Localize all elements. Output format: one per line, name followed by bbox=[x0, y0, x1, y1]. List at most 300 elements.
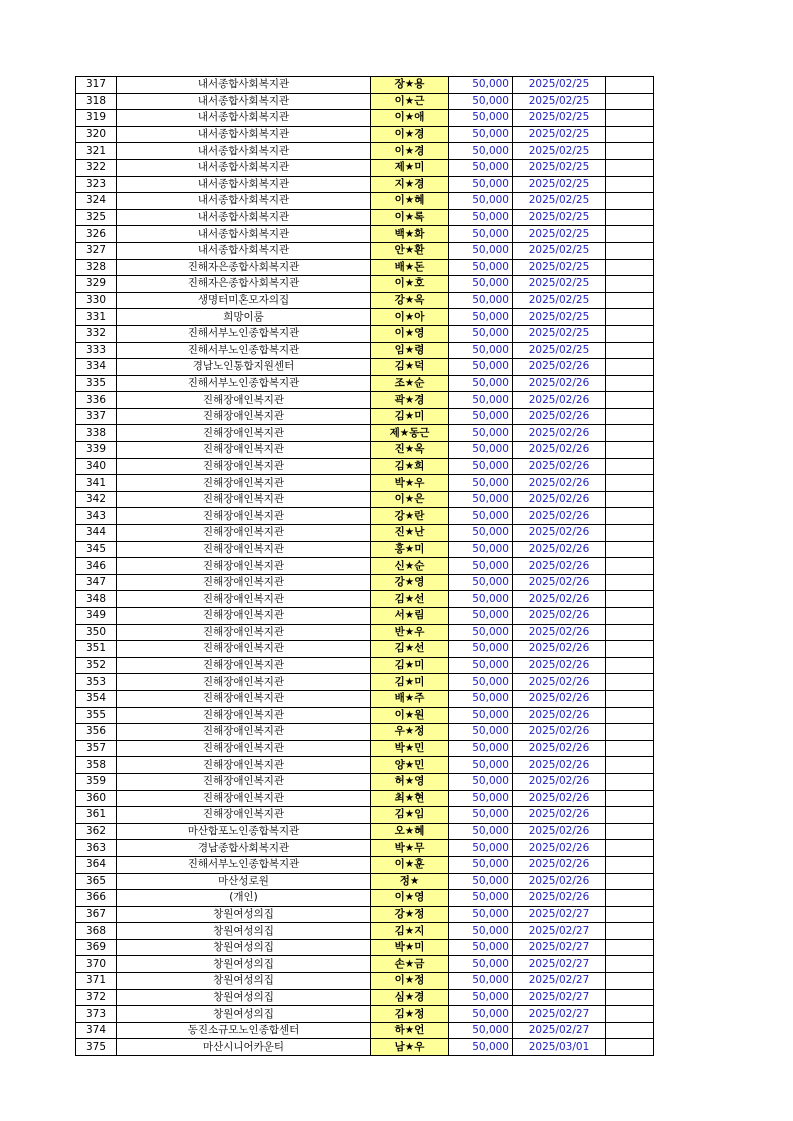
empty-cell bbox=[606, 176, 654, 193]
recipient-name-cell: 김★미 bbox=[371, 657, 449, 674]
organization-cell: 진해서부노인종합복지관 bbox=[117, 342, 371, 359]
row-number-cell: 345 bbox=[76, 541, 117, 558]
date-cell: 2025/02/27 bbox=[513, 956, 606, 973]
amount-cell: 50,000 bbox=[449, 790, 513, 807]
row-number-cell: 356 bbox=[76, 724, 117, 741]
empty-cell bbox=[606, 939, 654, 956]
row-number-cell: 363 bbox=[76, 840, 117, 857]
empty-cell bbox=[606, 657, 654, 674]
row-number-cell: 348 bbox=[76, 591, 117, 608]
row-number-cell: 336 bbox=[76, 392, 117, 409]
recipient-name-cell: 지★경 bbox=[371, 176, 449, 193]
date-cell: 2025/02/26 bbox=[513, 773, 606, 790]
organization-cell: 내서종합사회복지관 bbox=[117, 110, 371, 127]
date-cell: 2025/02/26 bbox=[513, 790, 606, 807]
amount-cell: 50,000 bbox=[449, 226, 513, 243]
empty-cell bbox=[606, 375, 654, 392]
recipient-name-cell: 이★영 bbox=[371, 890, 449, 907]
recipient-name-cell: 김★희 bbox=[371, 458, 449, 475]
empty-cell bbox=[606, 193, 654, 210]
empty-cell bbox=[606, 226, 654, 243]
date-cell: 2025/02/25 bbox=[513, 77, 606, 94]
date-cell: 2025/02/26 bbox=[513, 558, 606, 575]
amount-cell: 50,000 bbox=[449, 657, 513, 674]
recipient-name-cell: 손★금 bbox=[371, 956, 449, 973]
table-row bbox=[76, 939, 654, 956]
recipient-name-cell: 하★언 bbox=[371, 1022, 449, 1039]
organization-cell: 희망이룸 bbox=[117, 309, 371, 326]
empty-cell bbox=[606, 740, 654, 757]
empty-cell bbox=[606, 292, 654, 309]
recipient-name-cell: 배★돈 bbox=[371, 259, 449, 276]
organization-cell: 진해장애인복지관 bbox=[117, 525, 371, 542]
recipient-name-cell: 이★영 bbox=[371, 325, 449, 342]
recipient-name-cell: 양★민 bbox=[371, 757, 449, 774]
recipient-name-cell: 이★경 bbox=[371, 126, 449, 143]
row-number-cell: 350 bbox=[76, 624, 117, 641]
table-row bbox=[76, 956, 654, 973]
organization-cell: 진해장애인복지관 bbox=[117, 740, 371, 757]
table-row bbox=[76, 608, 654, 625]
organization-cell: 내서종합사회복지관 bbox=[117, 242, 371, 259]
recipient-name-cell: 이★아 bbox=[371, 309, 449, 326]
table-row bbox=[76, 226, 654, 243]
table-row bbox=[76, 707, 654, 724]
empty-cell bbox=[606, 93, 654, 110]
organization-cell: 진해장애인복지관 bbox=[117, 541, 371, 558]
organization-cell: 진해장애인복지관 bbox=[117, 392, 371, 409]
date-cell: 2025/02/26 bbox=[513, 724, 606, 741]
organization-cell: 내서종합사회복지관 bbox=[117, 209, 371, 226]
amount-cell: 50,000 bbox=[449, 392, 513, 409]
date-cell: 2025/02/25 bbox=[513, 226, 606, 243]
row-number-cell: 322 bbox=[76, 159, 117, 176]
table-row bbox=[76, 823, 654, 840]
table-row bbox=[76, 342, 654, 359]
amount-cell: 50,000 bbox=[449, 840, 513, 857]
recipient-name-cell: 이★록 bbox=[371, 209, 449, 226]
date-cell: 2025/02/26 bbox=[513, 425, 606, 442]
row-number-cell: 359 bbox=[76, 773, 117, 790]
row-number-cell: 328 bbox=[76, 259, 117, 276]
table-row bbox=[76, 773, 654, 790]
organization-cell: 진해장애인복지관 bbox=[117, 674, 371, 691]
table-row bbox=[76, 807, 654, 824]
row-number-cell: 332 bbox=[76, 325, 117, 342]
row-number-cell: 370 bbox=[76, 956, 117, 973]
date-cell: 2025/02/26 bbox=[513, 375, 606, 392]
amount-cell: 50,000 bbox=[449, 724, 513, 741]
row-number-cell: 368 bbox=[76, 923, 117, 940]
row-number-cell: 331 bbox=[76, 309, 117, 326]
date-cell: 2025/02/26 bbox=[513, 674, 606, 691]
table-row bbox=[76, 408, 654, 425]
table-row bbox=[76, 292, 654, 309]
empty-cell bbox=[606, 790, 654, 807]
date-cell: 2025/02/25 bbox=[513, 143, 606, 160]
table-row bbox=[76, 508, 654, 525]
amount-cell: 50,000 bbox=[449, 193, 513, 210]
empty-cell bbox=[606, 1039, 654, 1056]
table-row bbox=[76, 856, 654, 873]
date-cell: 2025/02/27 bbox=[513, 906, 606, 923]
recipient-name-cell: 김★미 bbox=[371, 408, 449, 425]
amount-cell: 50,000 bbox=[449, 259, 513, 276]
table-row bbox=[76, 491, 654, 508]
recipient-name-cell: 강★란 bbox=[371, 508, 449, 525]
empty-cell bbox=[606, 442, 654, 459]
organization-cell: 내서종합사회복지관 bbox=[117, 226, 371, 243]
row-number-cell: 337 bbox=[76, 408, 117, 425]
date-cell: 2025/02/26 bbox=[513, 574, 606, 591]
empty-cell bbox=[606, 807, 654, 824]
empty-cell bbox=[606, 259, 654, 276]
date-cell: 2025/02/26 bbox=[513, 873, 606, 890]
recipient-name-cell: 이★혜 bbox=[371, 193, 449, 210]
empty-cell bbox=[606, 359, 654, 376]
organization-cell: 창원여성의집 bbox=[117, 939, 371, 956]
recipient-name-cell: 오★혜 bbox=[371, 823, 449, 840]
date-cell: 2025/02/26 bbox=[513, 707, 606, 724]
recipient-name-cell: 남★우 bbox=[371, 1039, 449, 1056]
recipient-name-cell: 안★환 bbox=[371, 242, 449, 259]
empty-cell bbox=[606, 906, 654, 923]
date-cell: 2025/02/26 bbox=[513, 525, 606, 542]
table-row bbox=[76, 757, 654, 774]
date-cell: 2025/02/25 bbox=[513, 325, 606, 342]
organization-cell: 창원여성의집 bbox=[117, 906, 371, 923]
empty-cell bbox=[606, 525, 654, 542]
empty-cell bbox=[606, 159, 654, 176]
row-number-cell: 340 bbox=[76, 458, 117, 475]
row-number-cell: 342 bbox=[76, 491, 117, 508]
table-row bbox=[76, 624, 654, 641]
table-row bbox=[76, 110, 654, 127]
table-row bbox=[76, 890, 654, 907]
organization-cell: 진해장애인복지관 bbox=[117, 591, 371, 608]
row-number-cell: 362 bbox=[76, 823, 117, 840]
row-number-cell: 346 bbox=[76, 558, 117, 575]
organization-cell: 내서종합사회복지관 bbox=[117, 159, 371, 176]
recipient-name-cell: 장★용 bbox=[371, 77, 449, 94]
row-number-cell: 373 bbox=[76, 1006, 117, 1023]
organization-cell: 창원여성의집 bbox=[117, 1006, 371, 1023]
empty-cell bbox=[606, 690, 654, 707]
table-row bbox=[76, 790, 654, 807]
amount-cell: 50,000 bbox=[449, 1039, 513, 1056]
date-cell: 2025/02/26 bbox=[513, 392, 606, 409]
table-row bbox=[76, 276, 654, 293]
table-row bbox=[76, 309, 654, 326]
amount-cell: 50,000 bbox=[449, 1022, 513, 1039]
recipient-name-cell: 진★난 bbox=[371, 525, 449, 542]
organization-cell: 내서종합사회복지관 bbox=[117, 126, 371, 143]
organization-cell: 내서종합사회복지관 bbox=[117, 176, 371, 193]
date-cell: 2025/02/25 bbox=[513, 126, 606, 143]
recipient-name-cell: 백★화 bbox=[371, 226, 449, 243]
empty-cell bbox=[606, 840, 654, 857]
amount-cell: 50,000 bbox=[449, 973, 513, 990]
empty-cell bbox=[606, 890, 654, 907]
table-row bbox=[76, 674, 654, 691]
row-number-cell: 367 bbox=[76, 906, 117, 923]
amount-cell: 50,000 bbox=[449, 525, 513, 542]
organization-cell: 진해서부노인종합복지관 bbox=[117, 325, 371, 342]
amount-cell: 50,000 bbox=[449, 707, 513, 724]
empty-cell bbox=[606, 773, 654, 790]
recipient-name-cell: 김★선 bbox=[371, 641, 449, 658]
date-cell: 2025/02/25 bbox=[513, 292, 606, 309]
date-cell: 2025/02/27 bbox=[513, 1022, 606, 1039]
recipient-name-cell: 곽★경 bbox=[371, 392, 449, 409]
amount-cell: 50,000 bbox=[449, 209, 513, 226]
amount-cell: 50,000 bbox=[449, 508, 513, 525]
empty-cell bbox=[606, 475, 654, 492]
empty-cell bbox=[606, 989, 654, 1006]
row-number-cell: 366 bbox=[76, 890, 117, 907]
amount-cell: 50,000 bbox=[449, 674, 513, 691]
organization-cell: 경남종합사회복지관 bbox=[117, 840, 371, 857]
organization-cell: 진해장애인복지관 bbox=[117, 690, 371, 707]
date-cell: 2025/02/26 bbox=[513, 624, 606, 641]
table-row bbox=[76, 558, 654, 575]
table-row bbox=[76, 458, 654, 475]
empty-cell bbox=[606, 724, 654, 741]
empty-cell bbox=[606, 1022, 654, 1039]
table-row bbox=[76, 1022, 654, 1039]
recipient-name-cell: 박★민 bbox=[371, 740, 449, 757]
table-row bbox=[76, 375, 654, 392]
table-row bbox=[76, 574, 654, 591]
amount-cell: 50,000 bbox=[449, 624, 513, 641]
table-row bbox=[76, 657, 654, 674]
date-cell: 2025/02/26 bbox=[513, 890, 606, 907]
organization-cell: 창원여성의집 bbox=[117, 973, 371, 990]
recipient-name-cell: 홍★미 bbox=[371, 541, 449, 558]
empty-cell bbox=[606, 392, 654, 409]
empty-cell bbox=[606, 276, 654, 293]
empty-cell bbox=[606, 491, 654, 508]
amount-cell: 50,000 bbox=[449, 309, 513, 326]
date-cell: 2025/02/25 bbox=[513, 209, 606, 226]
amount-cell: 50,000 bbox=[449, 757, 513, 774]
row-number-cell: 323 bbox=[76, 176, 117, 193]
row-number-cell: 343 bbox=[76, 508, 117, 525]
amount-cell: 50,000 bbox=[449, 110, 513, 127]
organization-cell: 경남노인통합지원센터 bbox=[117, 359, 371, 376]
recipient-name-cell: 최★현 bbox=[371, 790, 449, 807]
table-row bbox=[76, 425, 654, 442]
row-number-cell: 329 bbox=[76, 276, 117, 293]
table-row bbox=[76, 77, 654, 94]
date-cell: 2025/02/25 bbox=[513, 159, 606, 176]
row-number-cell: 357 bbox=[76, 740, 117, 757]
recipient-name-cell: 이★훈 bbox=[371, 856, 449, 873]
table-row bbox=[76, 159, 654, 176]
organization-cell: 동진소규모노인종합센터 bbox=[117, 1022, 371, 1039]
amount-cell: 50,000 bbox=[449, 608, 513, 625]
organization-cell: 진해장애인복지관 bbox=[117, 508, 371, 525]
amount-cell: 50,000 bbox=[449, 740, 513, 757]
date-cell: 2025/02/25 bbox=[513, 176, 606, 193]
date-cell: 2025/02/27 bbox=[513, 1006, 606, 1023]
date-cell: 2025/02/26 bbox=[513, 475, 606, 492]
amount-cell: 50,000 bbox=[449, 442, 513, 459]
organization-cell: 진해장애인복지관 bbox=[117, 574, 371, 591]
empty-cell bbox=[606, 558, 654, 575]
date-cell: 2025/02/26 bbox=[513, 591, 606, 608]
table-row bbox=[76, 193, 654, 210]
amount-cell: 50,000 bbox=[449, 475, 513, 492]
row-number-cell: 355 bbox=[76, 707, 117, 724]
recipient-name-cell: 배★주 bbox=[371, 690, 449, 707]
empty-cell bbox=[606, 707, 654, 724]
amount-cell: 50,000 bbox=[449, 325, 513, 342]
recipient-name-cell: 서★림 bbox=[371, 608, 449, 625]
amount-cell: 50,000 bbox=[449, 242, 513, 259]
empty-cell bbox=[606, 823, 654, 840]
organization-cell: 진해장애인복지관 bbox=[117, 491, 371, 508]
empty-cell bbox=[606, 143, 654, 160]
empty-cell bbox=[606, 242, 654, 259]
amount-cell: 50,000 bbox=[449, 807, 513, 824]
row-number-cell: 338 bbox=[76, 425, 117, 442]
table-row bbox=[76, 840, 654, 857]
amount-cell: 50,000 bbox=[449, 276, 513, 293]
date-cell: 2025/02/25 bbox=[513, 342, 606, 359]
organization-cell: 진해자은종합사회복지관 bbox=[117, 259, 371, 276]
empty-cell bbox=[606, 923, 654, 940]
recipient-name-cell: 심★경 bbox=[371, 989, 449, 1006]
table-row bbox=[76, 93, 654, 110]
recipient-name-cell: 김★정 bbox=[371, 1006, 449, 1023]
date-cell: 2025/02/26 bbox=[513, 442, 606, 459]
date-cell: 2025/02/26 bbox=[513, 458, 606, 475]
empty-cell bbox=[606, 674, 654, 691]
organization-cell: 마산시니어카운티 bbox=[117, 1039, 371, 1056]
table-body bbox=[76, 77, 654, 1056]
recipient-name-cell: 김★지 bbox=[371, 923, 449, 940]
empty-cell bbox=[606, 1006, 654, 1023]
table-row bbox=[76, 690, 654, 707]
table-row bbox=[76, 740, 654, 757]
date-cell: 2025/02/25 bbox=[513, 242, 606, 259]
row-number-cell: 327 bbox=[76, 242, 117, 259]
table-row bbox=[76, 906, 654, 923]
date-cell: 2025/02/25 bbox=[513, 309, 606, 326]
row-number-cell: 319 bbox=[76, 110, 117, 127]
empty-cell bbox=[606, 425, 654, 442]
recipient-name-cell: 김★미 bbox=[371, 674, 449, 691]
recipient-name-cell: 제★미 bbox=[371, 159, 449, 176]
empty-cell bbox=[606, 956, 654, 973]
amount-cell: 50,000 bbox=[449, 425, 513, 442]
organization-cell: 진해장애인복지관 bbox=[117, 624, 371, 641]
amount-cell: 50,000 bbox=[449, 890, 513, 907]
empty-cell bbox=[606, 458, 654, 475]
organization-cell: 진해장애인복지관 bbox=[117, 475, 371, 492]
row-number-cell: 352 bbox=[76, 657, 117, 674]
date-cell: 2025/02/26 bbox=[513, 359, 606, 376]
table-row bbox=[76, 126, 654, 143]
row-number-cell: 347 bbox=[76, 574, 117, 591]
amount-cell: 50,000 bbox=[449, 906, 513, 923]
date-cell: 2025/02/26 bbox=[513, 508, 606, 525]
empty-cell bbox=[606, 873, 654, 890]
organization-cell: 생명터미혼모자의집 bbox=[117, 292, 371, 309]
organization-cell: 진해장애인복지관 bbox=[117, 458, 371, 475]
date-cell: 2025/02/26 bbox=[513, 807, 606, 824]
organization-cell: 창원여성의집 bbox=[117, 956, 371, 973]
amount-cell: 50,000 bbox=[449, 143, 513, 160]
empty-cell bbox=[606, 856, 654, 873]
table-row bbox=[76, 973, 654, 990]
table-row bbox=[76, 259, 654, 276]
table-row bbox=[76, 209, 654, 226]
row-number-cell: 369 bbox=[76, 939, 117, 956]
recipient-name-cell: 이★정 bbox=[371, 973, 449, 990]
recipient-name-cell: 김★덕 bbox=[371, 359, 449, 376]
row-number-cell: 371 bbox=[76, 973, 117, 990]
empty-cell bbox=[606, 209, 654, 226]
recipient-name-cell: 박★우 bbox=[371, 475, 449, 492]
empty-cell bbox=[606, 110, 654, 127]
organization-cell: (개인) bbox=[117, 890, 371, 907]
row-number-cell: 341 bbox=[76, 475, 117, 492]
organization-cell: 진해서부노인종합복지관 bbox=[117, 856, 371, 873]
empty-cell bbox=[606, 641, 654, 658]
date-cell: 2025/02/26 bbox=[513, 491, 606, 508]
recipient-name-cell: 반★우 bbox=[371, 624, 449, 641]
recipient-name-cell: 강★영 bbox=[371, 574, 449, 591]
amount-cell: 50,000 bbox=[449, 823, 513, 840]
amount-cell: 50,000 bbox=[449, 558, 513, 575]
organization-cell: 진해장애인복지관 bbox=[117, 707, 371, 724]
amount-cell: 50,000 bbox=[449, 126, 513, 143]
organization-cell: 내서종합사회복지관 bbox=[117, 77, 371, 94]
recipient-name-cell: 강★옥 bbox=[371, 292, 449, 309]
organization-cell: 내서종합사회복지관 bbox=[117, 143, 371, 160]
recipient-name-cell: 임★령 bbox=[371, 342, 449, 359]
amount-cell: 50,000 bbox=[449, 292, 513, 309]
empty-cell bbox=[606, 757, 654, 774]
amount-cell: 50,000 bbox=[449, 873, 513, 890]
recipient-name-cell: 이★원 bbox=[371, 707, 449, 724]
recipient-name-cell: 이★은 bbox=[371, 491, 449, 508]
amount-cell: 50,000 bbox=[449, 176, 513, 193]
empty-cell bbox=[606, 77, 654, 94]
amount-cell: 50,000 bbox=[449, 408, 513, 425]
row-number-cell: 354 bbox=[76, 690, 117, 707]
empty-cell bbox=[606, 608, 654, 625]
row-number-cell: 330 bbox=[76, 292, 117, 309]
amount-cell: 50,000 bbox=[449, 342, 513, 359]
row-number-cell: 321 bbox=[76, 143, 117, 160]
date-cell: 2025/02/25 bbox=[513, 110, 606, 127]
date-cell: 2025/02/26 bbox=[513, 823, 606, 840]
date-cell: 2025/02/26 bbox=[513, 840, 606, 857]
amount-cell: 50,000 bbox=[449, 458, 513, 475]
recipient-name-cell: 김★선 bbox=[371, 591, 449, 608]
empty-cell bbox=[606, 508, 654, 525]
row-number-cell: 349 bbox=[76, 608, 117, 625]
row-number-cell: 326 bbox=[76, 226, 117, 243]
row-number-cell: 364 bbox=[76, 856, 117, 873]
row-number-cell: 339 bbox=[76, 442, 117, 459]
organization-cell: 내서종합사회복지관 bbox=[117, 193, 371, 210]
row-number-cell: 361 bbox=[76, 807, 117, 824]
recipient-name-cell: 정★ bbox=[371, 873, 449, 890]
